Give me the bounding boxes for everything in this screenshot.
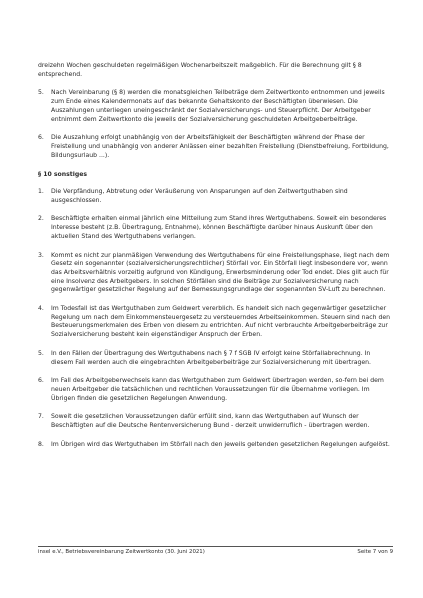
list-item-text: Die Auszahlung erfolgt unabhängig von der Arbeitsfähigkeit der Beschäftigten während der Phase der Freistellung und unabhängig von anderer Anlässen einer bezahlten Freistellung (Dienstbefreiung, Fortbildung, Bildungsurlaub ...). (51, 134, 389, 159)
list-item-text: Beschäftigte erhalten einmal jährlich eine Mitteilung zum Stand ihres Wertguthabens. Soweit ein besonderes Interesse besteht (z.B. Übertragung, Entnahme), können Beschäftigte darüber hinaus Auskunft über den aktuellen Stand des Wertguthabens verlangen. (51, 215, 387, 240)
list-item-number: 8. (38, 440, 44, 448)
list-item-text: In den Fällen der Übertragung des Wertguthabens nach § 7 f SGB IV erfolgt keine Störfallabrechnung. In diesem Fall werden auch die eingebrachten Arbeitgeberbeiträge zur Sozialversicherung mit übertragen. (51, 349, 372, 366)
list-item-number: 2. (38, 215, 44, 223)
list-item (38, 441, 393, 450)
list-item-text: Im Fall des Arbeitgeberwechsels kann das Wertguthaben zum Geldwert übertragen werden, so-fern bei dem neuen Arbeitgeber die tatsächlichen und rechtlichen Voraussetzungen für die Übernahme vorliegen. Im Übrigen finden die gesetzlichen Regelungen Anwendung. (51, 377, 384, 402)
list-item (38, 350, 393, 367)
footer-page-number: Seite 7 von 9 (357, 549, 393, 555)
list-item-number: 5. (38, 349, 44, 357)
list-item (38, 377, 393, 403)
list-item-number: 1. (38, 188, 44, 196)
list-item-number: 7. (38, 413, 44, 421)
list-item-number: 3. (38, 251, 44, 259)
list-item-text: Die Verpfändung, Abtretung oder Veräußerung von Ansparungen auf den Zeitwertguthaben sind ausgeschlossen. (51, 188, 348, 204)
list-item (38, 134, 393, 160)
list-item (38, 188, 393, 205)
list-item-number: 6. (38, 377, 44, 385)
footer-document-title: insel e.V., Betriebsvereinbarung Zeitwertkonto (30. Juni 2021) (38, 549, 205, 555)
list-item-text: Soweit die gesetzlichen Voraussetzungen dafür erfüllt sind, kann das Wertguthaben auf Wunsch der Beschäftigten auf die Deutsche Rentenversicherung Bund - derzeit unwiderruflich - übertragen werden. (51, 413, 370, 430)
list-item (38, 252, 393, 296)
section-heading: § 10 sonstiges (38, 171, 88, 179)
list-item (38, 215, 393, 241)
list-item-text: Nach Vereinbarung (§ 8) werden die monatsgleichen Teilbeträge dem Zeitwertkonto entnommen und jeweils zum Ende eines Kalendermonats auf das bekannte Gehaltskonto der Beschäftigten überwiesen. Die Auszahlungen unterliegen uneingeschränkt der Sozialversicherungs- und Steuerpflicht. Der Arbeitgeber entnimmt dem Zeitwertkonto die jeweils der Sozialversicherung geschuldeten Arbeitgeberbeiträge. (51, 89, 385, 123)
list-item (38, 413, 393, 430)
continued-paragraph: dreizehn Wochen geschuldeten regelmäßigen Wochenarbeitszeit maßgeblich. Für die Berechnung gilt § 8 entsprechend. (38, 62, 362, 78)
list-item-number: 6. (38, 134, 44, 142)
list-item (38, 89, 393, 124)
document-body (38, 62, 393, 450)
list-item-text: Im Todesfall ist das Wertguthaben zum Geldwert vererblich. Es handelt sich nach gegenwärtiger gesetzlicher Regelung um nach dem Einkommensteuergesetz zu versteuerndes Arbeitseinkommen. Steuern sind nach den Besteuerungsmerkmalen des Erben von diesem zu entrichten. Auf nicht verbrauchte Arbeitgeberbeiträge zur Sozialversicherung besteht kein eigenständiger Anspruch der Erben. (51, 305, 391, 339)
list-item-number: 4. (38, 305, 44, 313)
list-item-number: 5. (38, 89, 44, 97)
list-item-text: Kommt es nicht zur planmäßigen Verwendung des Wertguthabens für eine Freistellungsphase, liegt nach dem Gesetz ein sogenannter (sozialversicherungsrechtlicher) Störfall vor. Ein Störfall liegt insbesondere vor, wenn das Arbeitsverhältnis vorzeitig aufgrund von Kündigung, Erwerbsminderung oder Tod endet. Dies gilt auch für eine Insolvenz des Arbeitgebers. In solchen Störfällen sind die Beiträge zur Sozialversicherung nach gegenwärtiger gesetzlicher Regelung auf der Bemessungsgrundlage der sogenannten SV-Luft zu berechnen. (51, 251, 390, 294)
list-item (38, 305, 393, 340)
list-item-text: Im Übrigen wird das Wertguthaben im Störfall nach den jeweils geltenden gesetzlichen Regelungen aufgelöst. (51, 440, 390, 448)
page-footer (38, 546, 393, 556)
